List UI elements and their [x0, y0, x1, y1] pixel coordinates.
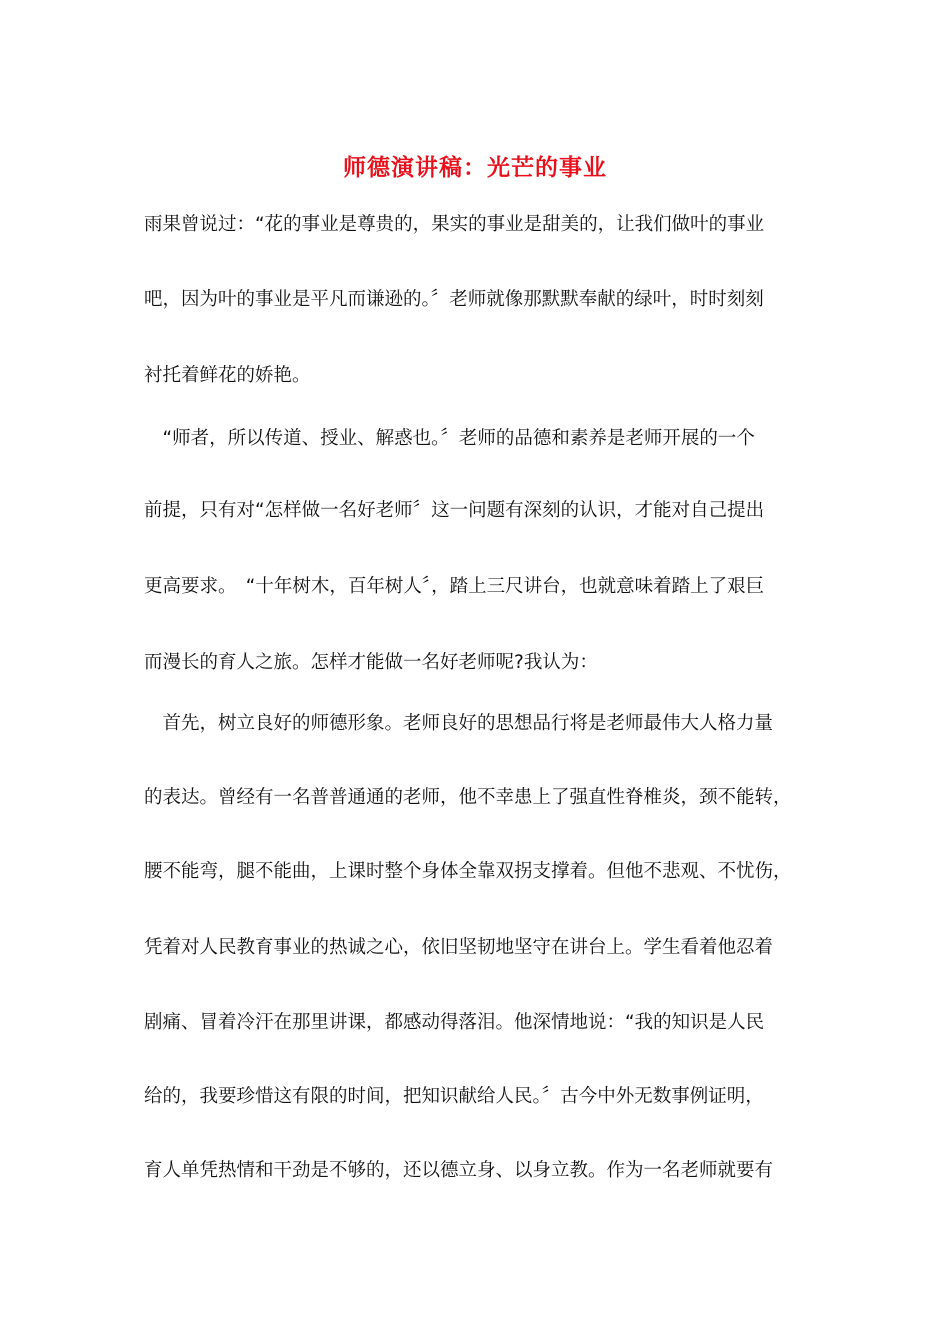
body-line-13: 给的，我要珍惜这有限的时间，把知识献给人民。〞古今中外无数事例证明，: [144, 1086, 764, 1107]
body-line-3: 衬托着鲜花的娇艳。: [144, 365, 311, 386]
body-line-6: 更高要求。 “十年树木，百年树人〞，踏上三尺讲台，也就意味着踏上了艰巨: [144, 576, 765, 597]
body-line-10: 腰不能弯，腿不能曲，上课时整个身体全靠双拐支撑着。但他不悲观、不忧伤，: [144, 861, 792, 882]
body-line-14: 育人单凭热情和干劲是不够的，还以德立身、以身立教。作为一名老师就要有: [144, 1160, 774, 1181]
body-line-12: 剧痛、冒着冷汗在那里讲课，都感动得落泪。他深情地说：“我的知识是人民: [144, 1012, 765, 1033]
body-line-11: 凭着对人民教育事业的热诚之心，依旧坚韧地坚守在讲台上。学生看着他忍着: [144, 937, 774, 958]
page-title: 师德演讲稿：光芒的事业: [343, 155, 607, 181]
body-line-5: 前提，只有对“怎样做一名好老师〞这一问题有深刻的认识，才能对自己提出: [144, 500, 765, 521]
body-line-7: 而漫长的育人之旅。怎样才能做一名好老师呢?我认为：: [144, 652, 598, 673]
body-line-8: 首先，树立良好的师德形象。老师良好的思想品行将是老师最伟大人格力量: [144, 713, 774, 734]
body-line-4: “师者，所以传道、授业、解惑也。〞老师的品德和素养是老师开展的一个: [144, 428, 755, 449]
body-line-2: 吧，因为叶的事业是平凡而谦逊的。〞老师就像那默默奉献的绿叶，时时刻刻: [144, 289, 764, 310]
body-line-9: 的表达。曾经有一名普普通通的老师，他不幸患上了强直性脊椎炎，颈不能转，: [144, 787, 792, 808]
body-line-1: 雨果曾说过：“花的事业是尊贵的，果实的事业是甜美的，让我们做叶的事业: [144, 214, 765, 235]
